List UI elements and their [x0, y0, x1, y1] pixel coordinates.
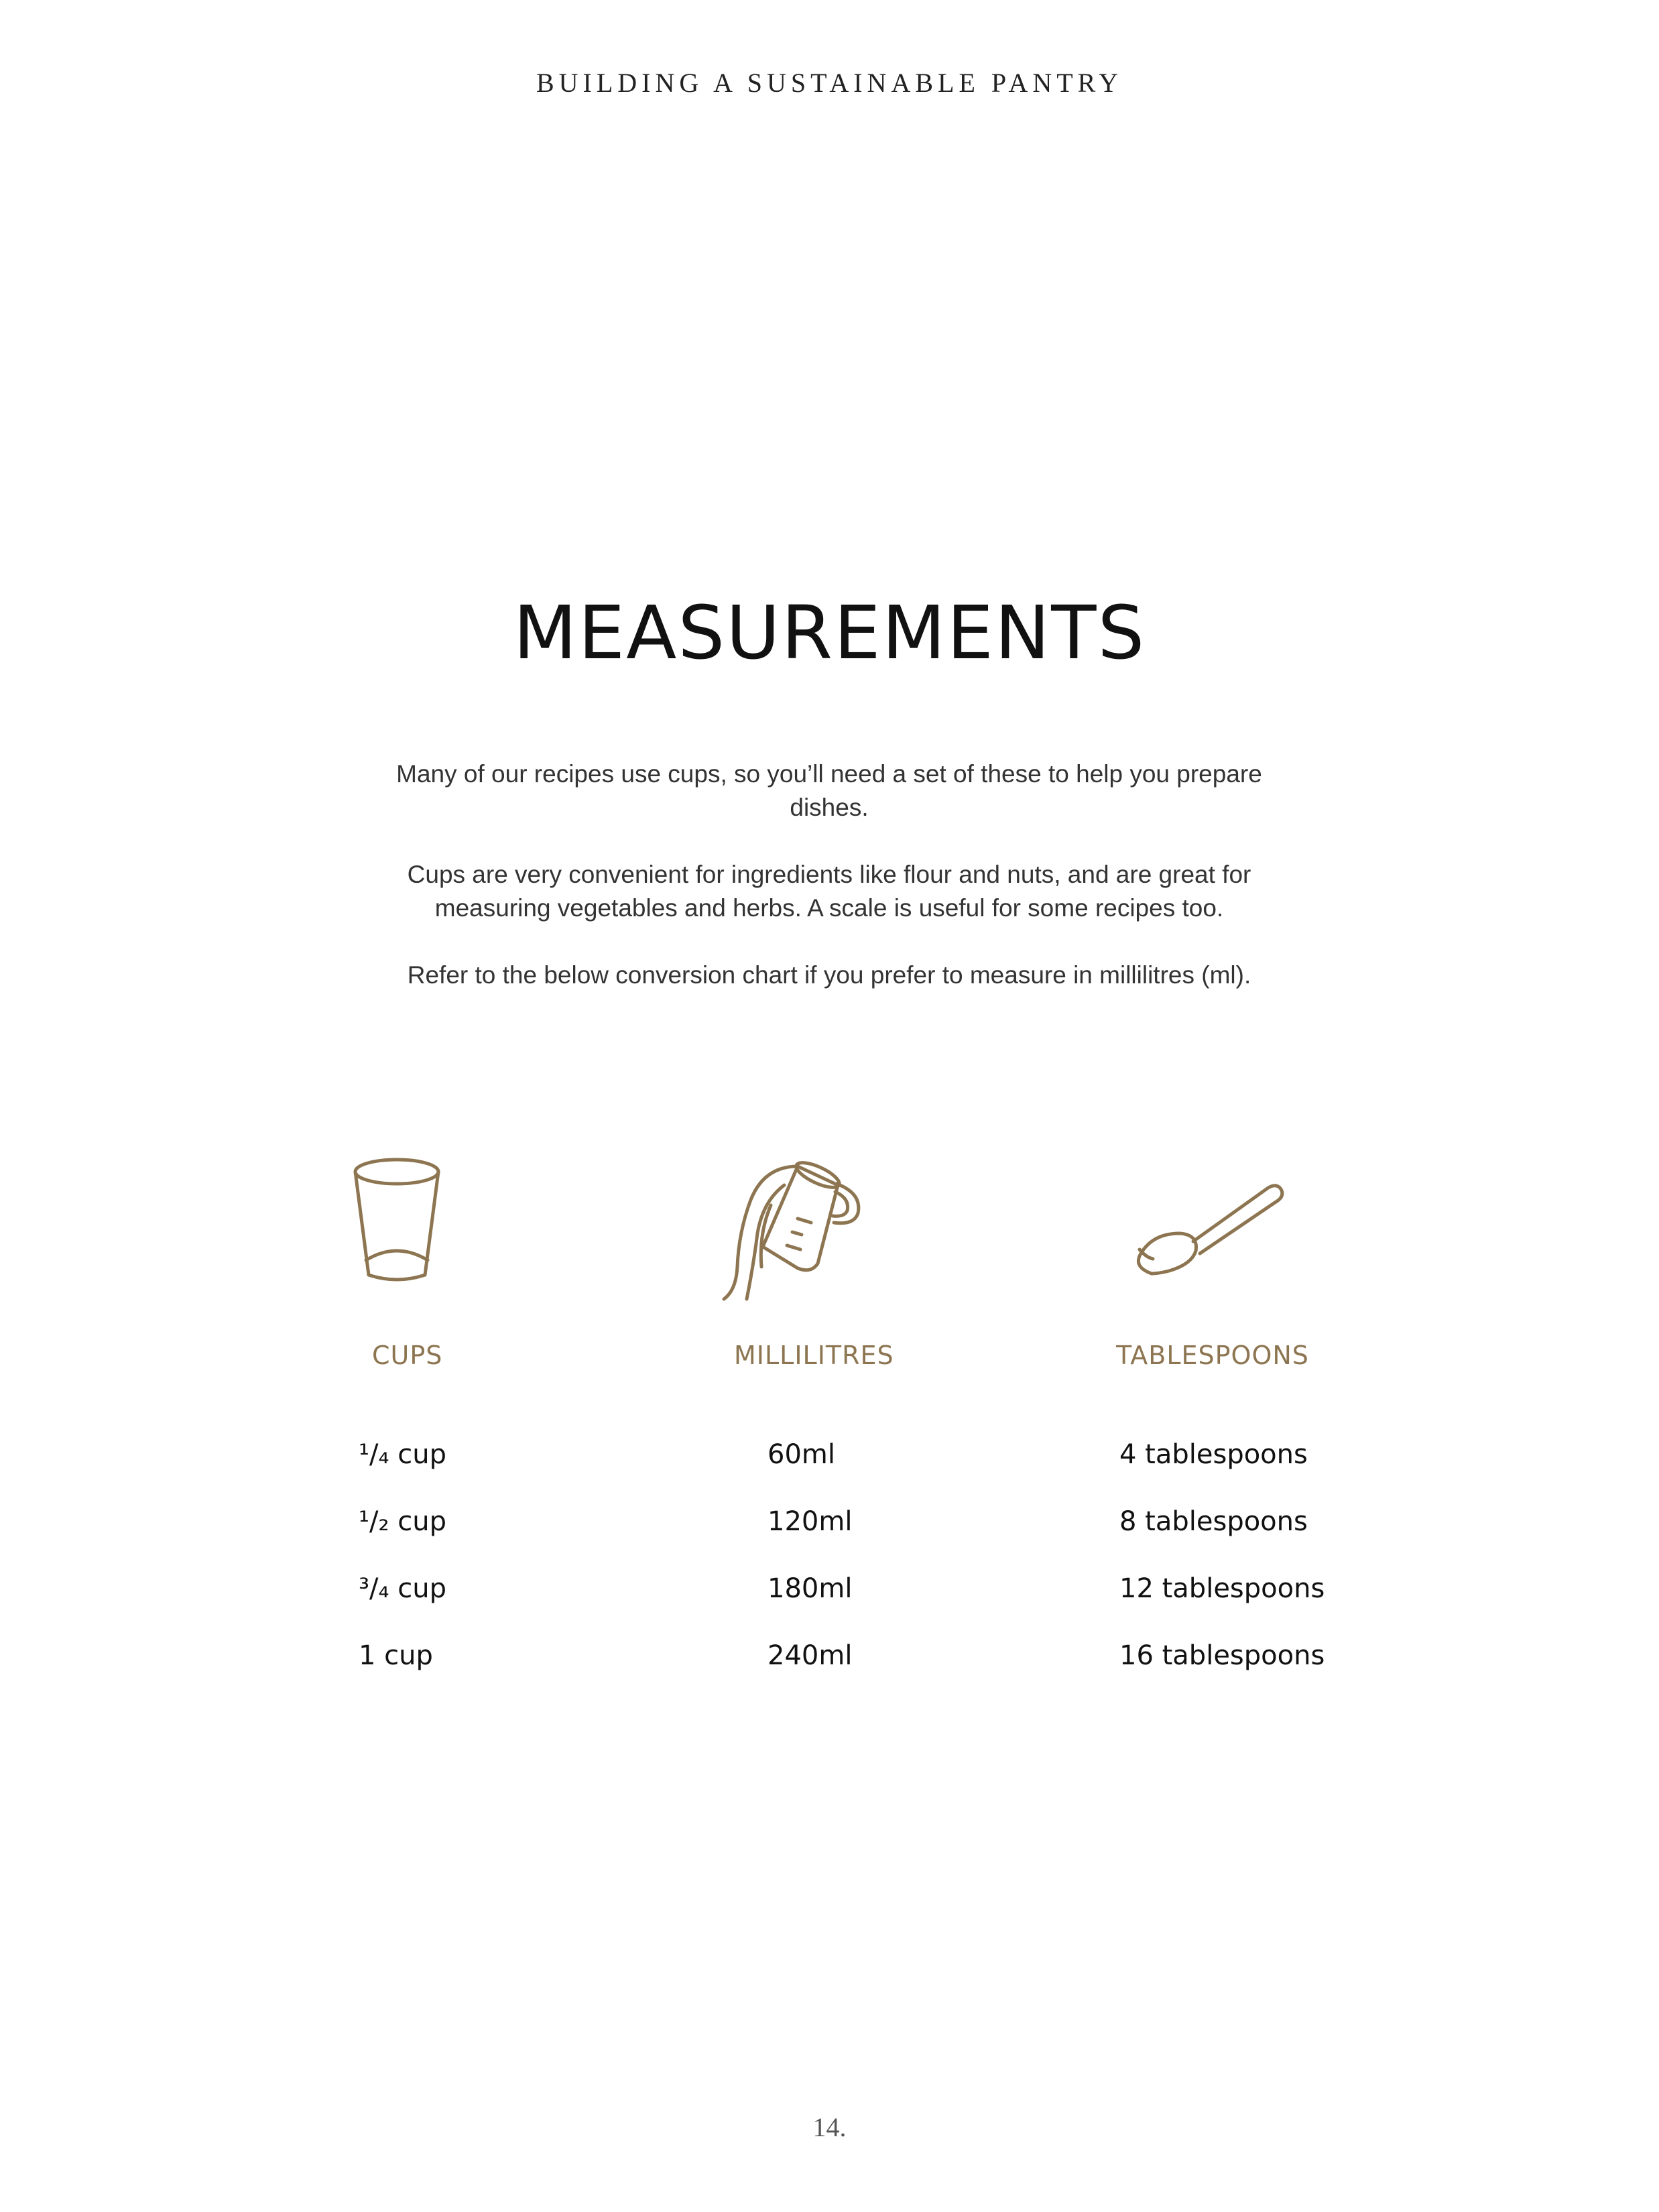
table-cell-cups: ¹/₄ cup [359, 1439, 446, 1470]
running-header: BUILDING A SUSTAINABLE PANTRY [536, 68, 1123, 98]
table-cell-tbsp: 16 tablespoons [1119, 1640, 1325, 1671]
table-cell-ml: 120ml [767, 1506, 853, 1537]
column-heading-cups: CUPS [372, 1341, 443, 1370]
spoon-icon [1126, 1153, 1287, 1290]
millilitres-values-list [767, 1434, 852, 1703]
page-title: MEASUREMENTS [513, 590, 1146, 676]
table-cell-ml: 60ml [767, 1439, 835, 1470]
intro-text [360, 757, 1298, 1026]
cups-values-list [359, 1434, 446, 1703]
table-cell-ml: 180ml [767, 1573, 853, 1604]
column-heading-tablespoons: TABLESPOONS [1116, 1341, 1309, 1370]
measuring-jug-pouring-icon [704, 1153, 865, 1310]
drinking-glass-icon [349, 1153, 449, 1290]
table-cell-tbsp: 4 tablespoons [1119, 1439, 1308, 1470]
tablespoons-values-list [1119, 1434, 1325, 1703]
table-cell-tbsp: 12 tablespoons [1119, 1573, 1325, 1604]
intro-paragraph: Refer to the below conversion chart if you prefer to measure in millilitres (ml). [407, 961, 1251, 989]
table-cell-tbsp: 8 tablespoons [1119, 1506, 1308, 1537]
column-heading-millilitres: MILLILITRES [734, 1341, 894, 1370]
intro-paragraph: Cups are very convenient for ingredients like flour and nuts, and are great for measuring vegetables and herbs. A scale is useful for some recipes too. [407, 861, 1251, 922]
table-cell-ml: 240ml [767, 1640, 853, 1671]
page-number: 14. [812, 2112, 847, 2142]
table-cell-cups: 1 cup [359, 1640, 433, 1671]
intro-paragraph: Many of our recipes use cups, so you’ll need a set of these to help you prepare dishes. [396, 760, 1262, 821]
table-cell-cups: ¹/₂ cup [359, 1506, 446, 1537]
table-cell-cups: ³/₄ cup [359, 1573, 446, 1604]
